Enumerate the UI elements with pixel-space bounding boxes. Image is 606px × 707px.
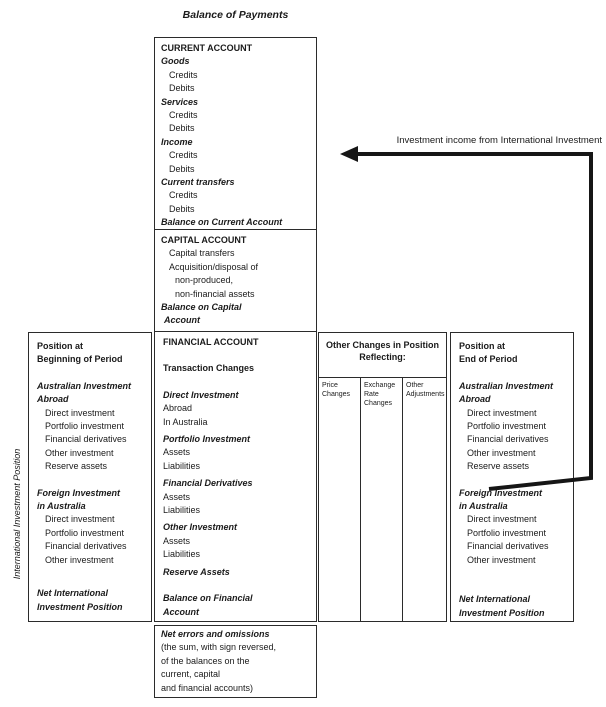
balance-current-account-label: Balance on Current Account bbox=[161, 217, 283, 228]
capital-account-box bbox=[154, 229, 317, 332]
assets-label: Assets bbox=[163, 491, 191, 502]
current-account-box bbox=[154, 37, 317, 230]
assets-label: Assets bbox=[163, 447, 191, 458]
net-errors-note-3: current, capital bbox=[161, 669, 221, 680]
net-errors-heading: Net errors and omissions bbox=[161, 629, 270, 639]
capital-transfers-label: Capital transfers bbox=[169, 248, 235, 259]
direct-investment-label: Direct investment bbox=[45, 514, 115, 525]
current-transfers-label: Current transfers bbox=[161, 177, 235, 188]
abroad-label: Abroad bbox=[37, 394, 69, 405]
net-iip-label2: Investment Position bbox=[37, 601, 123, 612]
financial-derivatives-label: Financial derivatives bbox=[45, 541, 127, 552]
financial-account-box bbox=[154, 331, 317, 622]
income-credits-label: Credits bbox=[169, 150, 198, 161]
direct-investment-label: Direct investment bbox=[45, 407, 115, 418]
net-iip-label: Net International bbox=[459, 594, 531, 605]
liabilities-label: Liabilities bbox=[163, 505, 201, 516]
in-australia-label: In Australia bbox=[163, 416, 208, 427]
non-produced-label: non-produced, bbox=[175, 275, 234, 286]
assets-label: Assets bbox=[163, 535, 191, 546]
position-end-heading2: End of Period bbox=[459, 354, 518, 365]
non-financial-assets-label: non-financial assets bbox=[175, 288, 255, 299]
services-debits-label: Debits bbox=[169, 123, 195, 134]
portfolio-investment-label: Portfolio investment bbox=[45, 527, 125, 538]
exchange-rate-changes-label: Exchange Rate Changes bbox=[364, 382, 396, 407]
portfolio-investment-label: Portfolio investment bbox=[467, 527, 547, 538]
goods-label: Goods bbox=[161, 56, 190, 67]
portfolio-investment-heading: Portfolio Investment bbox=[163, 434, 251, 445]
liabilities-label: Liabilities bbox=[163, 460, 201, 471]
goods-credits-label: Credits bbox=[169, 69, 198, 80]
balance-financial-label-cont: Account bbox=[163, 606, 199, 617]
in-australia-label: in Australia bbox=[37, 501, 86, 512]
reserve-assets-heading: Reserve Assets bbox=[163, 566, 230, 577]
other-adjustments-label: Other Adjustments bbox=[406, 382, 445, 398]
international-investment-position-label: International Investment Position bbox=[12, 448, 22, 580]
other-investment-label: Other investment bbox=[45, 554, 114, 565]
transfers-credits-label: Credits bbox=[169, 190, 198, 201]
other-changes-columns bbox=[318, 377, 447, 622]
other-investment-label: Other investment bbox=[467, 554, 536, 565]
current-account-heading: CURRENT ACCOUNT bbox=[161, 43, 253, 53]
foreign-investment-label: Foreign Investment bbox=[37, 487, 121, 498]
income-debits-label: Debits bbox=[169, 163, 195, 174]
reserve-assets-label: Reserve assets bbox=[467, 461, 530, 472]
goods-debits-label: Debits bbox=[169, 83, 195, 94]
reserve-assets-label: Reserve assets bbox=[45, 461, 108, 472]
position-end-heading: Position at bbox=[459, 341, 506, 351]
arrowhead-icon bbox=[340, 146, 358, 162]
net-iip-label: Net International bbox=[37, 588, 109, 599]
abroad-label: Abroad bbox=[163, 403, 193, 414]
foreign-investment-label: Foreign Investment bbox=[459, 487, 543, 498]
income-label: Income bbox=[161, 136, 193, 147]
position-beginning-heading2: Beginning of Period bbox=[37, 354, 123, 365]
portfolio-investment-label: Portfolio investment bbox=[467, 421, 547, 432]
position-beginning-heading: Position at bbox=[37, 341, 84, 351]
net-errors-box bbox=[154, 625, 317, 698]
liabilities-label: Liabilities bbox=[163, 549, 201, 560]
acquisition-disposal-label: Acquisition/disposal of bbox=[169, 261, 259, 272]
services-label: Services bbox=[161, 96, 199, 107]
direct-investment-label: Direct investment bbox=[467, 514, 537, 525]
transfers-debits-label: Debits bbox=[169, 203, 195, 214]
in-australia-label: in Australia bbox=[459, 501, 508, 512]
net-iip-label2: Investment Position bbox=[459, 607, 545, 618]
net-errors-note-1: (the sum, with sign reversed, bbox=[161, 642, 277, 653]
other-investment-label: Other investment bbox=[467, 447, 536, 458]
financial-derivatives-label: Financial derivatives bbox=[45, 434, 127, 445]
financial-derivatives-label: Financial derivatives bbox=[467, 434, 549, 445]
aus-investment-label: Australian Investment bbox=[459, 380, 554, 391]
price-changes-label: Price Changes bbox=[322, 382, 351, 398]
other-adjustments-column bbox=[403, 378, 446, 621]
financial-account-heading: FINANCIAL ACCOUNT bbox=[163, 337, 259, 347]
capital-account-heading: CAPITAL ACCOUNT bbox=[161, 235, 247, 245]
services-credits-label: Credits bbox=[169, 110, 198, 121]
direct-investment-label: Direct investment bbox=[467, 407, 537, 418]
financial-derivatives-heading: Financial Derivatives bbox=[163, 478, 253, 489]
other-investment-heading: Other Investment bbox=[163, 522, 238, 533]
transaction-changes-heading: Transaction Changes bbox=[163, 363, 255, 374]
balance-capital-label-cont: Account bbox=[164, 315, 200, 326]
balance-capital-label: Balance on Capital bbox=[161, 302, 242, 313]
net-errors-note-2: of the balances on the bbox=[161, 655, 250, 666]
position-end-box bbox=[450, 332, 574, 622]
other-changes-heading: Other Changes in Position Reflecting: bbox=[325, 340, 439, 362]
portfolio-investment-label: Portfolio investment bbox=[45, 421, 125, 432]
diagram-title: Balance of Payments bbox=[182, 9, 289, 21]
arrow-label: Investment income from International Investment bbox=[396, 135, 602, 146]
financial-derivatives-label: Financial derivatives bbox=[467, 541, 549, 552]
exchange-rate-changes-column bbox=[361, 378, 403, 621]
net-errors-note-4: and financial accounts) bbox=[161, 682, 254, 693]
other-investment-label: Other investment bbox=[45, 447, 114, 458]
abroad-label: Abroad bbox=[459, 394, 491, 405]
direct-investment-heading: Direct Investment bbox=[163, 389, 239, 400]
balance-financial-label: Balance on Financial bbox=[163, 593, 253, 604]
position-beginning-box bbox=[28, 332, 152, 622]
other-changes-header-box bbox=[318, 332, 447, 378]
price-changes-column bbox=[319, 378, 361, 621]
aus-investment-label: Australian Investment bbox=[37, 380, 132, 391]
